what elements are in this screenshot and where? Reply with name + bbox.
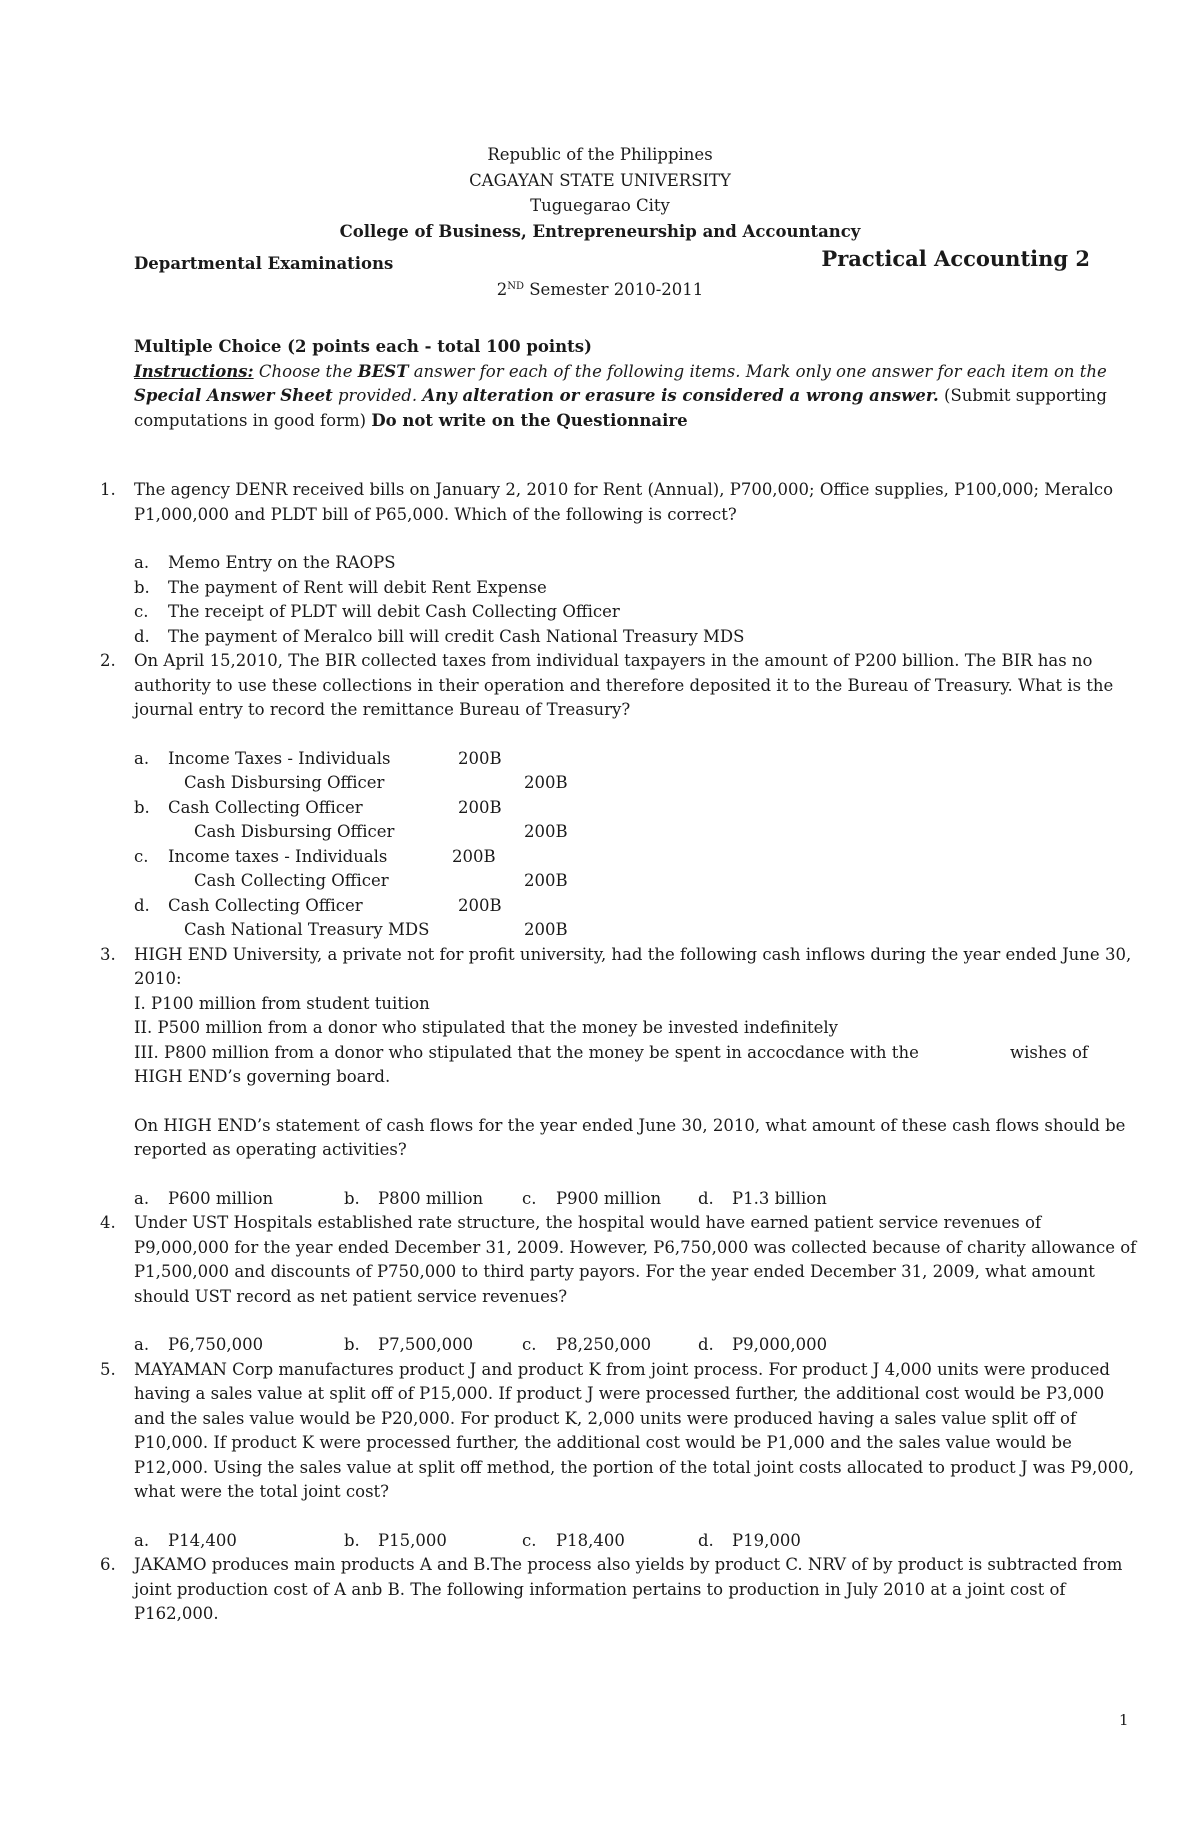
entry-option-c-debit: c. Income taxes - Individuals 200B	[134, 846, 496, 866]
option-a: P600 million	[168, 1188, 274, 1208]
entry-option-d-credit: Cash National Treasury MDS 200B	[184, 920, 568, 939]
option-c-label: c.	[522, 1530, 537, 1550]
option-a-label: a.	[134, 1188, 150, 1208]
inflow-item-1: I. P100 million from student tuition	[134, 993, 430, 1013]
document-header	[0, 142, 1200, 244]
question-3	[100, 943, 1140, 1212]
subject-title: Practical Accounting 2	[821, 246, 1090, 271]
question-text: The agency DENR received bills on January 2, 2010 for Rent (Annual), P700,000; Office supplies, P100,000; Meralco P1,000,000 and PLDT bill of P65,000. Which of the following is correct?	[134, 480, 1114, 524]
option-c-label: c.	[522, 1188, 537, 1208]
question-text: Under UST Hospitals established rate structure, the hospital would have earned patient service revenues of P9,000,000 for the year ended December 31, 2009. However, P6,750,000 was collected because of charity allowance of P1,500,000 and discounts of P750,000 to third party payors. For the year ended December 31, 2009, what amount should UST record as net patient service revenues?	[134, 1213, 1137, 1306]
question-number: 3.	[100, 944, 116, 964]
option-d-label: d.	[698, 1335, 714, 1354]
option-b-label: b.	[344, 1335, 360, 1354]
option-a-label: a.	[134, 1530, 150, 1550]
inflow-item-2: II. P500 million from a donor who stipulated that the money be invested indefinitely	[134, 1018, 838, 1037]
option-d-label: d.	[698, 1188, 714, 1208]
college-name: College of Business, Entrepreneurship and Accountancy	[339, 221, 861, 241]
option-c: P900 million	[556, 1188, 662, 1208]
inflow-item-3: III. P800 million from a donor who stipulated that the money be spent in accocdance with the wishes of	[134, 1042, 1089, 1062]
question-number: 5.	[100, 1359, 116, 1379]
page-number: 1	[1119, 1711, 1129, 1729]
questions-list	[100, 478, 1140, 1627]
option-b-label: b.	[344, 1530, 360, 1550]
semester-line: 2ND Semester 2010-2011	[496, 280, 704, 299]
section-title: Multiple Choice (2 points each - total 100 points)	[134, 337, 592, 356]
option-b: b. The payment of Rent will debit Rent Expense	[134, 577, 547, 597]
option-d: P19,000	[732, 1530, 801, 1550]
exam-title-row	[134, 246, 1090, 280]
entry-option-a-credit: Cash Disbursing Officer 200B	[184, 773, 568, 792]
answer-options	[134, 1529, 1140, 1554]
option-b: P800 million	[378, 1188, 484, 1208]
option-c: P8,250,000	[556, 1335, 652, 1354]
entry-option-c-credit: Cash Collecting Officer 200B	[194, 871, 568, 890]
question-1	[100, 478, 1140, 649]
question-text: On April 15,2010, The BIR collected taxes from individual taxpayers in the amount of P200 billion. The BIR has no authority to use these collections in their operation and therefore deposited it to the Bureau of Treasury. What is the journal entry to record the remittance Bureau of Treasury?	[134, 651, 1114, 719]
entry-option-b-debit: b. Cash Collecting Officer 200B	[134, 797, 502, 817]
university-name: CAGAYAN STATE UNIVERSITY	[469, 170, 731, 190]
question-5	[100, 1358, 1140, 1554]
question-number: 4.	[100, 1213, 116, 1232]
option-d-label: d.	[698, 1530, 714, 1550]
option-c: P18,400	[556, 1530, 625, 1550]
question-prompt: On HIGH END’s statement of cash flows for the year ended June 30, 2010, what amount of these cash flows should be reported as operating activities?	[134, 1115, 1126, 1159]
city-line: Tuguegarao City	[530, 196, 670, 215]
question-number: 6.	[100, 1555, 116, 1574]
answer-options	[134, 1187, 1140, 1212]
option-b: P7,500,000	[378, 1335, 474, 1354]
question-6	[100, 1553, 1140, 1627]
option-b-label: b.	[344, 1188, 360, 1208]
option-d: d. The payment of Meralco bill will credit Cash National Treasury MDS	[134, 626, 745, 646]
republic-line: Republic of the Philippines	[487, 145, 713, 164]
question-2	[100, 649, 1140, 943]
option-a: P6,750,000	[168, 1335, 264, 1354]
instructions-text: Instructions: Choose the BEST answer for each of the following items. Mark only one answer for each item on the Special Answer Sheet provided. Any alteration or erasure is considered a wrong answer. (Submit supporting computations in good form) Do not write on the Questionnaire	[134, 361, 1107, 430]
question-text: MAYAMAN Corp manufactures product J and product K from joint process. For product J 4,000 units were produced having a sales value at split off of P15,000. If product J were processed further, the additional cost would be P3,000 and the sales value would be P20,000. For product K, 2,000 units were produced having a sales value split off of P10,000. If product K were processed further, the additional cost would be P1,000 and the sales value would be P12,000. Using the sales value at split off method, the portion of the total joint costs allocated to product J was P9,000, what were the total joint cost?	[134, 1359, 1135, 1501]
entry-option-d-debit: d. Cash Collecting Officer 200B	[134, 895, 502, 915]
department-label: Departmental Examinations	[134, 254, 394, 273]
question-4	[100, 1211, 1140, 1358]
question-number: 1.	[100, 480, 116, 499]
option-a: a. Memo Entry on the RAOPS	[134, 553, 396, 572]
question-number: 2.	[100, 651, 116, 670]
option-d: P9,000,000	[732, 1335, 828, 1354]
entry-option-b-credit: Cash Disbursing Officer 200B	[194, 822, 568, 841]
option-b: P15,000	[378, 1530, 447, 1550]
option-c-label: c.	[522, 1335, 537, 1354]
option-d: P1.3 billion	[732, 1188, 827, 1208]
question-text: HIGH END University, a private not for profit university, had the following cash inflows during the year ended June 30, 2010:	[134, 944, 1132, 988]
instructions-block	[134, 335, 1134, 433]
entry-option-a-debit: a. Income Taxes - Individuals 200B	[134, 748, 502, 768]
question-text: JAKAMO produces main products A and B.The process also yields by product C. NRV of by product is subtracted from joint production cost of A anb B. The following information pertains to production in July 2010 at a joint cost of P162,000.	[134, 1555, 1123, 1623]
option-c: c. The receipt of PLDT will debit Cash Collecting Officer	[134, 602, 620, 621]
inflow-item-3-cont: HIGH END’s governing board.	[134, 1067, 391, 1086]
answer-options	[134, 1333, 1140, 1358]
option-a-label: a.	[134, 1335, 150, 1354]
option-a: P14,400	[168, 1530, 237, 1550]
